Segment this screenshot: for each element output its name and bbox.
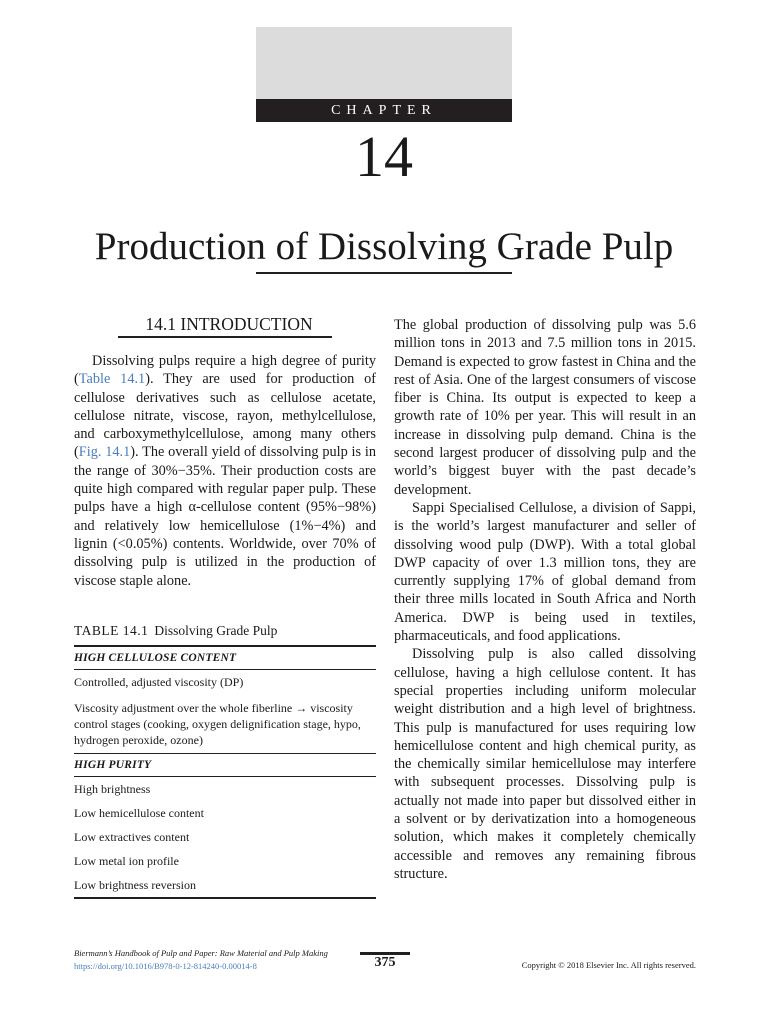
table-row: Low brightness reversion (74, 878, 196, 892)
table-bottom-rule (74, 897, 376, 899)
right-column (394, 316, 696, 883)
table-row: Low hemicellulose content (74, 806, 204, 820)
table-row: High brightness (74, 782, 151, 796)
book-title: Biermann’s Handbook of Pulp and Paper: Raw Material and Pulp Making (74, 948, 328, 958)
figure-link[interactable]: Fig. 14.1 (78, 444, 131, 461)
table-row: Controlled, adjusted viscosity (DP) (74, 675, 244, 689)
section-heading: 14.1 INTRODUCTION (145, 314, 313, 334)
section-rule (118, 336, 332, 338)
title-rule (256, 272, 512, 274)
doi-link[interactable]: https://doi.org/10.1016/B978-0-12-814240-0.00014-8 (74, 961, 257, 971)
table-section-header: HIGH PURITY (74, 759, 152, 771)
table-row: Low metal ion profile (74, 854, 179, 868)
right-paragraph-2: Sappi Specialised Cellulose, a division of Sappi, is the world’s largest manufacturer and seller of dissolving wood pulp (DWP). With a total global DWP capacity of over 1.3 million tons, they are currently supplying 17% of global demand from their three mills located in South Africa and North America. DWP is being used in textiles, pharmaceuticals, and food applications. (394, 499, 696, 645)
page-number: 375 (374, 955, 396, 970)
copyright: Copyright © 2018 Elsevier Inc. All rights reserved. (521, 960, 696, 970)
intro-paragraph (74, 352, 376, 590)
table-section-header: HIGH CELLULOSE CONTENT (74, 652, 237, 664)
chapter-title: Production of Dissolving Grade Pulp (94, 225, 674, 268)
table-row: Low extractives content (74, 830, 190, 844)
table-caption (74, 623, 376, 639)
chapter-number: 14 (355, 124, 413, 189)
table-caption-text: Dissolving Grade Pulp (154, 623, 278, 638)
table-14-1 (74, 623, 376, 899)
table-link[interactable]: Table 14.1 (78, 371, 146, 388)
table-row: Viscosity adjustment over the whole fiberline → viscosity control stages (cooking, oxygen delignification stage, hypo, hydrogen peroxide, ozone) (74, 701, 361, 747)
table-label: TABLE 14.1 (74, 623, 149, 638)
intro-text-3: ). The overall yield of dissolving pulp is in the range of 30%−35%. Their production costs are quite high compared with regular paper pulp. These pulps have a high α-cellulose content (95%−98%) and relatively low hemicellulose (1%−4%) and lignin (<0.05%) contents. Worldwide, over 70% of dissolving pulp is utilized in the production of viscose staple alone. (74, 444, 376, 589)
chapter-label: CHAPTER (256, 99, 512, 122)
intro-text-2: ). They are used for production of cellulose derivatives such as cellulose acetate, cellulose nitrate, viscose, rayon, methylcellulose, and carboxymethylcellulose, among many others ( (74, 371, 377, 461)
chapter-header-box (256, 27, 512, 99)
right-paragraph-3: Dissolving pulp is also called dissolving cellulose, having a high cellulose content. It has special properties including uniform molecular weight distribution and a high level of brightness. This pulp is manufactured for uses requiring low hemicellulose content and high chemical purity, as the chemically similar hemicellulose may interfere with subsequent processes. Dissolving pulp is actually not made into paper but dissolved either in a solvent or by derivatization into a homogeneous solution, which makes it completely chemically accessible and removes any remaining fibrous structure. (394, 646, 696, 882)
right-paragraph-1: The global production of dissolving pulp was 5.6 million tons in 2013 and 7.5 million tons in 2015. Demand is expected to grow fastest in China and the rest of Asia. One of the largest consumers of viscose fiber is China. Its output is expected to keep a growth rate of 10% per year. This will result in an increase in dissolving pulp demand. China is the second largest producer of dissolving pulp and the world’s biggest buyer with the past decade’s development. (394, 317, 696, 498)
intro-text-1: Dissolving pulps require a high degree of purity ( (74, 353, 376, 388)
footer-citation (74, 947, 328, 973)
